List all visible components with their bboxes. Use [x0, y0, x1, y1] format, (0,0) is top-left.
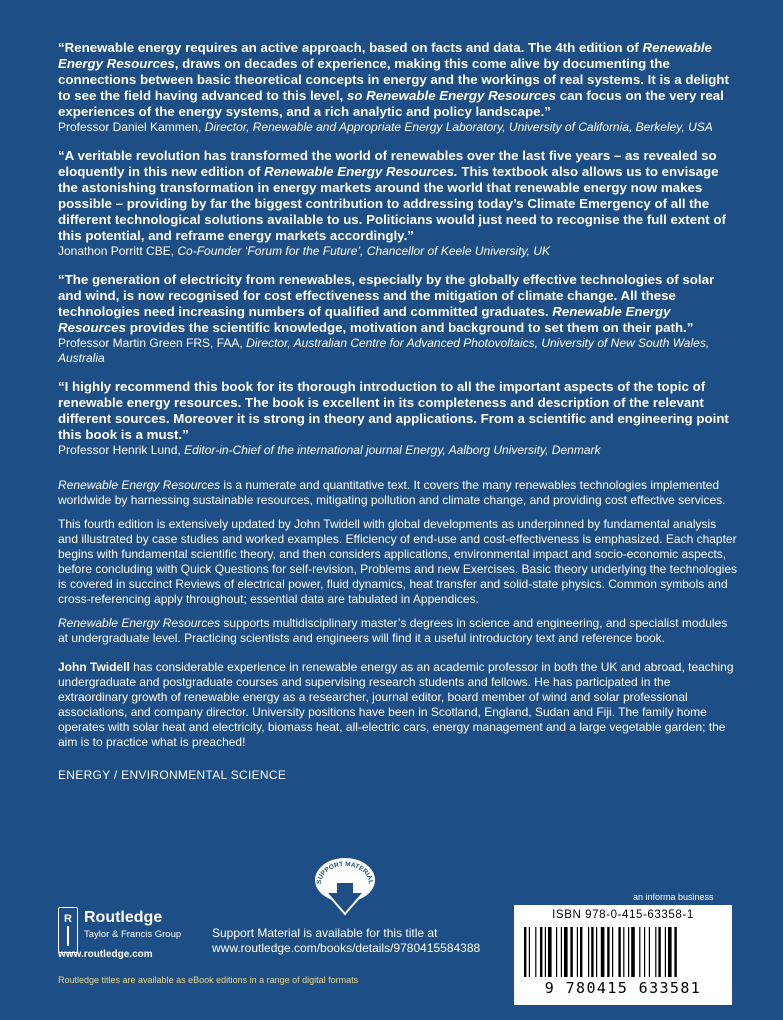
routledge-r-icon — [58, 907, 78, 953]
subject-category: ENERGY / ENVIRONMENTAL SCIENCE — [58, 768, 287, 782]
barcode — [514, 905, 732, 1005]
publisher-website: www.routledge.com — [58, 949, 153, 960]
barcode-bar — [540, 927, 542, 977]
isbn-label: ISBN 978-0-415-63358-1 — [552, 909, 694, 921]
barcode-bar — [658, 927, 660, 977]
support-material-icon — [312, 856, 378, 920]
barcode-bar — [591, 927, 593, 977]
back-cover-text — [58, 40, 738, 782]
attribution-lund: Professor Henrik Lund, Editor-in-Chief of the international journal Energy, Aalborg University, Denmark — [58, 443, 601, 457]
barcode-bar — [577, 927, 578, 977]
quote-porritt: “A veritable revolution has transformed the world of renewables over the last five years – as revealed so eloquently in this new edition of Renewable Energy Resources. This textbook also allows us to envisage the astonishing transformation in energy markets around the world that renewable energy now makes possible – providing by far the biggest contribution to addressing today’s Climate Emergency of all the different technological solutions available to us. Politicians would just need to recognise the full extent of this potential, and reframe energy markets accordingly.” — [58, 148, 726, 243]
informa-business-note: an informa business — [633, 892, 714, 902]
barcode-bar — [535, 927, 536, 977]
barcode-bar — [570, 927, 572, 977]
barcode-bar — [612, 927, 613, 977]
barcode-bar — [623, 927, 624, 977]
quote-green: “The generation of electricity from renewables, especially by the globally effective technologies of solar and wind, is now recognised for cost effectiveness and the mitigation of climate change. All these technologies need increasing numbers of qualified and committed graduates. Renewable Energy Resources provides the scientific knowledge, motivation and background to set them on their path.” — [58, 272, 715, 335]
barcode-bar — [561, 927, 562, 977]
attribution-green: Professor Martin Green FRS, FAA, Director, Australian Centre for Advanced Photovoltaics, University of New South Wales, Australia — [58, 336, 710, 365]
support-url[interactable]: www.routledge.com/books/details/9780415584388 — [212, 941, 481, 955]
barcode-bar — [639, 927, 640, 977]
barcode-bar — [564, 927, 568, 977]
support-line-1: Support Material is available for this title at — [212, 926, 438, 940]
ebook-note: Routledge titles are available as eBook editions in a range of digital formats — [58, 975, 359, 985]
support-badge-label: SUPPORT MATERIAL — [315, 860, 375, 885]
attribution-porritt: Jonathon Porritt CBE, Co-Founder ‘Forum for the Future’, Chancellor of Keele University, UK — [58, 244, 550, 258]
barcode-bar — [649, 927, 650, 977]
description-paragraph-1: Renewable Energy Resources is a numerate and quantitative text. It covers the many renewables technologies implemented worldwide by harnessing sustainable resources, mitigating pollution and climate change, and providing cost effective services. — [58, 478, 726, 507]
author-bio: John Twidell has considerable experience in renewable energy as an academic professor in both the UK and abroad, teaching undergraduate and postgraduate courses and supervising research students and fellows. He has participated in the extraordinary growth of renewable energy as a researcher, journal editor, board member of wind and solar professional associations, and company director. University positions have been in Scotland, England, Sudan and Fiji. The family home operates with solar heat and electricity, biomass heat, all-electric cars, energy management and a large vegetable garden; the aim is to practice what is preached! — [58, 660, 734, 749]
description-paragraph-3: Renewable Energy Resources supports multidisciplinary master’s degrees in science and engineering, and specialist modules at undergraduate level. Practicing scientists and engineers will find it a useful introductory text and reference book. — [58, 616, 728, 645]
barcode-bar — [580, 927, 582, 977]
barcode-bar — [628, 927, 629, 977]
barcode-bar — [655, 927, 656, 977]
barcode-bar — [601, 927, 605, 977]
barcode-bar — [644, 927, 645, 977]
barcode-bar — [668, 927, 672, 977]
barcode-bar — [529, 927, 530, 977]
description-paragraph-2: This fourth edition is extensively updated by John Twidell with global developments as underpinned by fundamental analysis and illustrated by case studies and worked examples. Efficiency of end-use and cost-effectiveness is emphasized. Each chapter begins with fundamental scientific theory, and then considers applications, environmental impact and socio-economic aspects, before concluding with Quick Questions for self-revision, Problems and new Exercises. Basic theory underlying the technologies is covered in succinct Reviews of electrical power, fluid dynamics, heat transfer and solid-state physics. Common symbols and cross-referencing apply throughout; essential data are tabulated in Appendices. — [58, 517, 738, 606]
barcode-bars — [524, 927, 722, 979]
barcode-bar — [548, 927, 552, 977]
svg-text:R: R — [64, 913, 72, 925]
barcode-bar — [524, 927, 526, 977]
barcode-bar — [607, 927, 609, 977]
barcode-bar — [596, 927, 597, 977]
isbn-digits: 9 780415 633581 — [544, 979, 702, 997]
quote-kammen: “Renewable energy requires an active approach, based on facts and data. The 4th edition of Renewable Energy Resources, draws on decades of experience, making this come alive by documenting the connections between basic theoretical concepts in energy and the workings of real systems. It is a delight to see the field having advanced to this level, so Renewable Energy Resources can focus on the very real experiences of the energy systems, and a rich analytic and policy landscape.” — [58, 40, 729, 119]
publisher-group: Taylor & Francis Group — [84, 929, 182, 940]
barcode-bar — [556, 927, 557, 977]
barcode-bar — [545, 927, 546, 977]
barcode-bar — [588, 927, 589, 977]
attribution-kammen: Professor Daniel Kammen, Director, Renewable and Appropriate Energy Laboratory, University of California, Berkeley, USA — [58, 120, 713, 134]
publisher-name: Routledge — [84, 909, 163, 926]
support-material-info — [212, 926, 480, 956]
barcode-bar — [674, 927, 676, 977]
quote-lund: “I highly recommend this book for its thorough introduction to all the important aspects of the topic of renewable energy resources. The book is excellent in its completeness and description of the relevant different sources. Moreover it is strong in theory and applications. From a scientific and engineering point this book is a must.” — [58, 379, 729, 442]
barcode-bar — [665, 927, 666, 977]
barcode-bar — [631, 927, 635, 977]
barcode-bar — [618, 927, 620, 977]
